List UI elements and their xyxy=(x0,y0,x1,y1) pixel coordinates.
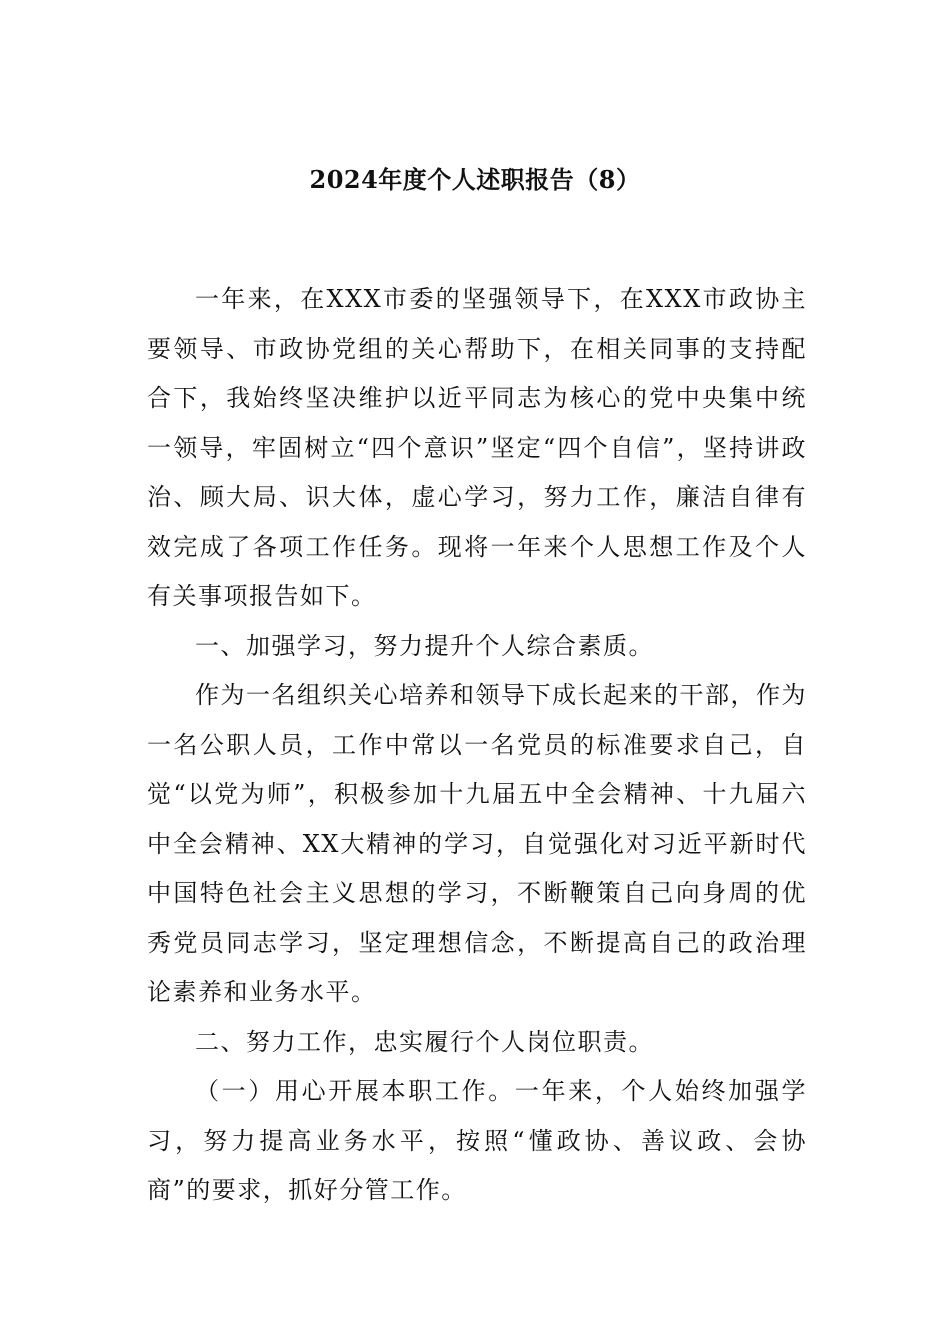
section-heading-2: 二、努力工作，忠实履行个人岗位职责。 xyxy=(195,1027,654,1056)
document-body xyxy=(147,275,807,1216)
paragraph-study: 作为一名组织关心培养和领导下成长起来的干部，作为一名公职人员，工作中常以一名党员的标准要求自己，自觉“以党为师”，积极参加十九届五中全会精神、十九届六中全会精神、XX大精神的学习，自觉强化对习近平新时代中国特色社会主义思想的学习，不断鞭策自己向身周的优秀党员同志学习，坚定理想信念，不断提高自己的政治理论素养和业务水平。 xyxy=(147,681,807,1006)
document-title: 2024年度个人述职报告（8） xyxy=(309,165,641,194)
paragraph-intro: 一年来，在XXX市委的坚强领导下，在XXX市政协主要领导、市政协党组的关心帮助下，在相关同事的支持配合下，我始终坚决维护以近平同志为核心的党中央集中统一领导，牢固树立“四个意识”坚定“四个自信”，坚持讲政治、顾大局、识大体，虚心学习，努力工作，廉洁自律有效完成了各项工作任务。现将一年来个人思想工作及个人有关事项报告如下。 xyxy=(147,285,807,610)
section-heading-1: 一、加强学习，努力提升个人综合素质。 xyxy=(195,631,654,660)
paragraph-duty-1: （一）用心开展本职工作。一年来，个人始终加强学习，努力提高业务水平，按照“懂政协、善议政、会协商”的要求，抓好分管工作。 xyxy=(147,1077,807,1204)
